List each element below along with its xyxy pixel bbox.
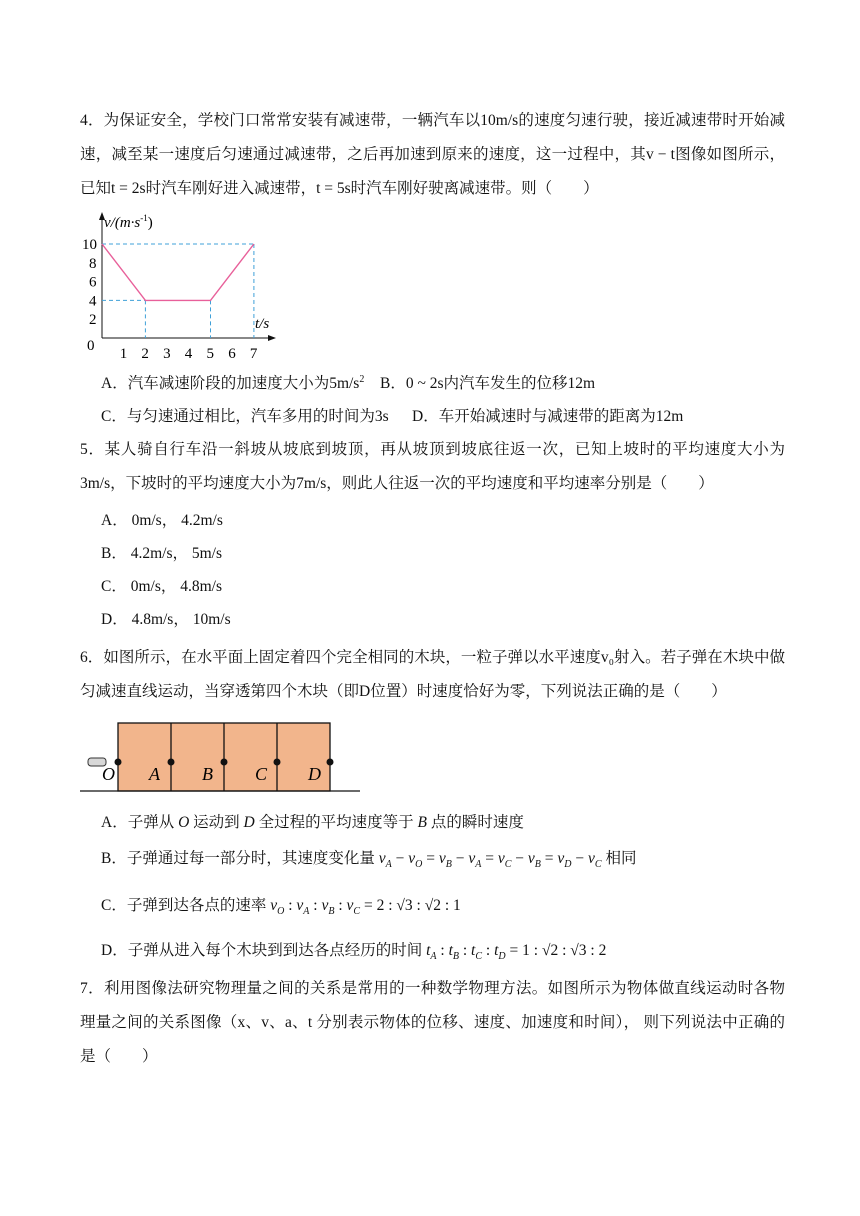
q6-option-d[interactable]: D．子弹从进入每个木块到到达各点经历的时间 $t_A$ : $t_B$ : $t_C$ : $t_D = 1$ : √2 : √3 : 2 [101, 942, 607, 963]
y-tick-label: 10 [82, 237, 97, 253]
q5-option-d[interactable]: D． 4.8m/s， 10m/s [101, 611, 231, 628]
x-tick-label: 3 [163, 346, 171, 362]
y-tick-label: 2 [89, 312, 97, 329]
question-5-stem: 5．某人骑自行车沿一斜坡从坡底到坡顶，再从坡顶到坡底往返一次，已知上坡时的平均速度大小为3m/s，下坡时的平均速度大小为7m/s，则此人往返一次的平均速度和平均速率分别是（ ） [80, 441, 785, 492]
question-7-stem: 7．利用图像法研究物理量之间的关系是常用的一种数学物理方法。如图所示为物体做直线运动时各物理量之间的关系图像（x、v、a、t 分别表示物体的位移、速度、加速度和时间）， 则下列说法中正确的是（ ） [80, 980, 785, 1065]
y-tick-label: 4 [89, 293, 97, 310]
y-tick-label: 8 [89, 255, 97, 272]
question-4-stem: 4．为保证安全，学校门口常常安装有减速带，一辆汽车以10m/s的速度匀速行驶，接近减速带时开始减速，减至某一速度后匀速通过减速带，之后再加速到原来的速度，这一过程中，其v − t图像如图所示，已知t = 2s时汽车刚好进入减速带，t = 5s时汽车刚好驶离减速带。则（ ） [80, 112, 785, 197]
q5-option-c[interactable]: C． 0m/s， 4.8m/s [101, 578, 223, 595]
question-6-stem: 6．如图所示，在水平面上固定着四个完全相同的木块，一粒子弹以水平速度v₀射入。若子弹在木块中做匀减速直线运动，当穿透第四个木块（即D位置）时速度恰好为零，下列说法正确的是（ ） [80, 649, 785, 700]
position-dot [221, 759, 228, 766]
position-dot [274, 759, 281, 766]
q6-option-b[interactable]: B．子弹通过每一部分时，其速度变化量 $v_A - v_O = v_B - v_A = v_C - v_B = v_D - v_C$ 相同 [101, 850, 637, 871]
dashed-guides [102, 244, 254, 338]
position-label: A [149, 764, 160, 784]
position-dot [115, 759, 122, 766]
q4-option-a[interactable]: A．汽车减速阶段的加速度大小为$5m/s^2$ [101, 373, 365, 392]
q4-option-d[interactable]: D．车开始减速时与减速带的距离为12m [412, 408, 684, 425]
x-tick-label: 7 [249, 346, 258, 362]
velocity-line [102, 244, 254, 300]
position-label: C [255, 764, 268, 784]
q5-option-b[interactable]: B． 4.2m/s， 5m/s [101, 545, 223, 562]
x-tick-label: 5 [206, 346, 214, 362]
y-tick-label: 6 [89, 274, 97, 291]
position-label: O [102, 764, 115, 784]
y-axis-label: $v/(m\cdot s^{-1})$ [104, 213, 153, 231]
q6-option-a[interactable]: A．子弹从 O 运动到 D 全过程的平均速度等于 B 点的瞬时速度 [101, 814, 524, 831]
x-tick-label: 1 [119, 346, 128, 362]
position-dot [327, 759, 334, 766]
x-ticks [120, 346, 258, 362]
q6-option-c[interactable]: C．子弹到达各点的速率 $v_O$ : $v_A$ : $v_B$ : $v_C = 2$ : √3 : √2 : 1 [101, 897, 461, 918]
q5-option-a[interactable]: A． 0m/s， 4.2m/s [101, 512, 223, 529]
x-tick-label: 4 [184, 346, 193, 362]
position-label: D [308, 764, 321, 784]
velocity-time-graph [84, 210, 294, 360]
position-label: B [202, 764, 213, 784]
x-axis-label: t/s [255, 316, 270, 332]
wood-blocks-figure [80, 718, 360, 798]
q4-option-b[interactable]: B．0 ~ 2s内汽车发生的位移12m [380, 375, 596, 392]
x-axis-arrow [268, 335, 276, 341]
q4-option-c[interactable]: C．与匀速通过相比，汽车多用的时间为3s [101, 408, 389, 425]
x-tick-label: 2 [141, 346, 149, 362]
position-dot [168, 759, 175, 766]
origin-label: 0 [87, 338, 95, 354]
x-tick-label: 6 [228, 346, 236, 362]
y-ticks [82, 237, 97, 328]
